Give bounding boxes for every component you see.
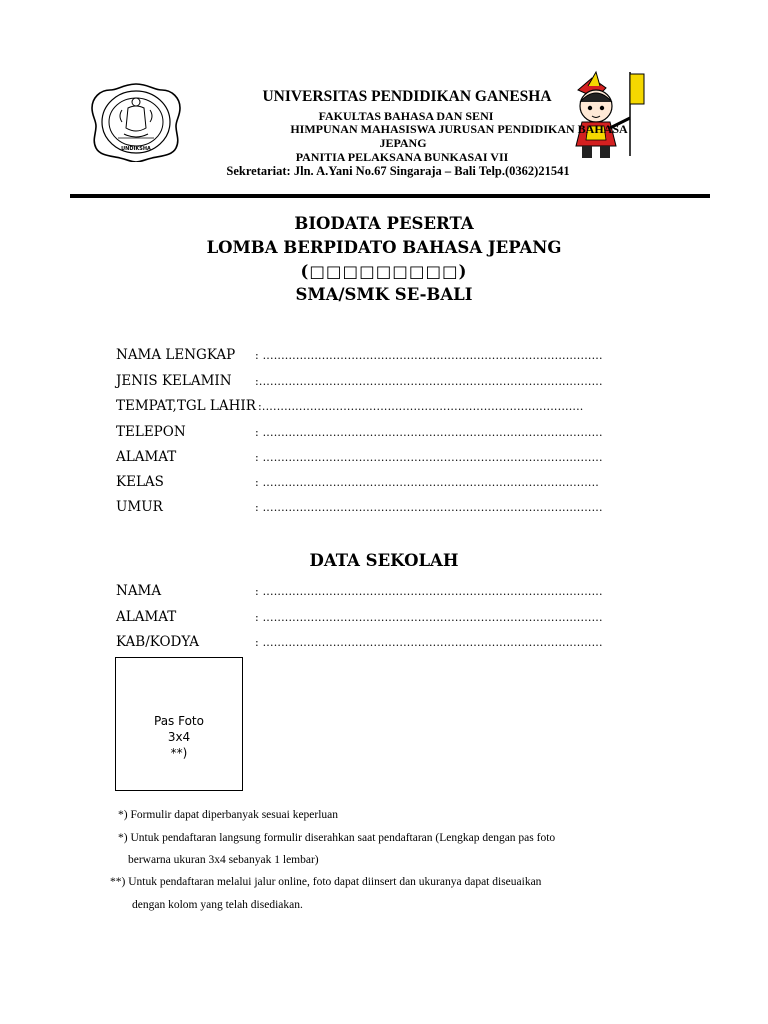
university-name: UNIVERSITAS PENDIDIKAN GANESHA bbox=[262, 88, 552, 105]
field-blank-address[interactable]: : ............................................................................................ bbox=[255, 451, 603, 464]
field-label-full-name: NAMA LENGKAP bbox=[116, 347, 236, 363]
field-label-age: UMUR bbox=[116, 499, 163, 515]
association-name-line1: HIMPUNAN MAHASISWA JURUSAN PENDIDIKAN BAHASA bbox=[290, 122, 628, 136]
field-blank-birth-place-date[interactable]: :....................................................................................... bbox=[258, 400, 584, 413]
faculty-name: FAKULTAS BAHASA DAN SENI bbox=[318, 109, 494, 123]
form-title: BIODATA PESERTA bbox=[294, 214, 474, 233]
note-direct-registration-cont: berwarna ukuran 3x4 sebanyak 1 lembar) bbox=[128, 854, 319, 866]
photo-box-note-ref: **) bbox=[170, 746, 188, 760]
field-label-phone: TELEPON bbox=[116, 424, 186, 440]
competition-title: LOMBA BERPIDATO BAHASA JEPANG bbox=[206, 238, 562, 257]
field-blank-class[interactable]: : ........................................................................................... bbox=[255, 476, 599, 489]
header-divider bbox=[70, 194, 710, 198]
field-label-birth-place-date: TEMPAT,TGL LAHIR bbox=[116, 398, 256, 414]
field-blank-regency[interactable]: : ............................................................................................ bbox=[255, 636, 603, 649]
field-label-class: KELAS bbox=[116, 474, 164, 490]
field-label-address: ALAMAT bbox=[116, 449, 177, 465]
committee-name: PANITIA PELAKSANA BUNKASAI VII bbox=[295, 150, 509, 164]
secretariat-address: Sekretariat: Jln. A.Yani No.67 Singaraja – Bali Telp.(0362)21541 bbox=[226, 164, 570, 178]
field-blank-phone[interactable]: : ............................................................................................ bbox=[255, 426, 603, 439]
note-online-registration: **) Untuk pendaftaran melalui jalur online, foto dapat diinsert dan ukuranya dapat diseuaikan bbox=[110, 876, 542, 888]
photo-box[interactable] bbox=[115, 657, 243, 791]
photo-box-label: Pas Foto bbox=[154, 714, 204, 728]
school-section-title: DATA SEKOLAH bbox=[309, 551, 459, 570]
competition-title-japanese: (□□□□□□□□□) bbox=[300, 262, 468, 281]
field-label-gender: JENIS KELAMIN bbox=[116, 373, 232, 389]
field-label-school-name: NAMA bbox=[116, 583, 162, 599]
field-label-school-address: ALAMAT bbox=[116, 609, 177, 625]
field-blank-school-address[interactable]: : ............................................................................................ bbox=[255, 611, 603, 624]
field-blank-full-name[interactable]: : ............................................................................................ bbox=[255, 349, 603, 362]
field-label-regency: KAB/KODYA bbox=[116, 634, 199, 650]
logo-label: UNDIKSHA bbox=[121, 146, 151, 152]
field-blank-school-name[interactable]: : ............................................................................................ bbox=[255, 585, 603, 598]
note-online-registration-cont: dengan kolom yang telah disediakan. bbox=[132, 899, 303, 911]
field-blank-gender[interactable]: :............................................................................................. bbox=[255, 375, 603, 388]
note-copies: *) Formulir dapat diperbanyak sesuai keperluan bbox=[118, 809, 339, 821]
participant-level: SMA/SMK SE-BALI bbox=[295, 285, 473, 304]
field-blank-age[interactable]: : ............................................................................................ bbox=[255, 501, 603, 514]
note-direct-registration: *) Untuk pendaftaran langsung formulir diserahkan saat pendaftaran (Lengkap dengan pas foto bbox=[118, 832, 556, 844]
photo-box-size: 3x4 bbox=[167, 730, 191, 744]
association-name-line2: JEPANG bbox=[379, 136, 427, 150]
